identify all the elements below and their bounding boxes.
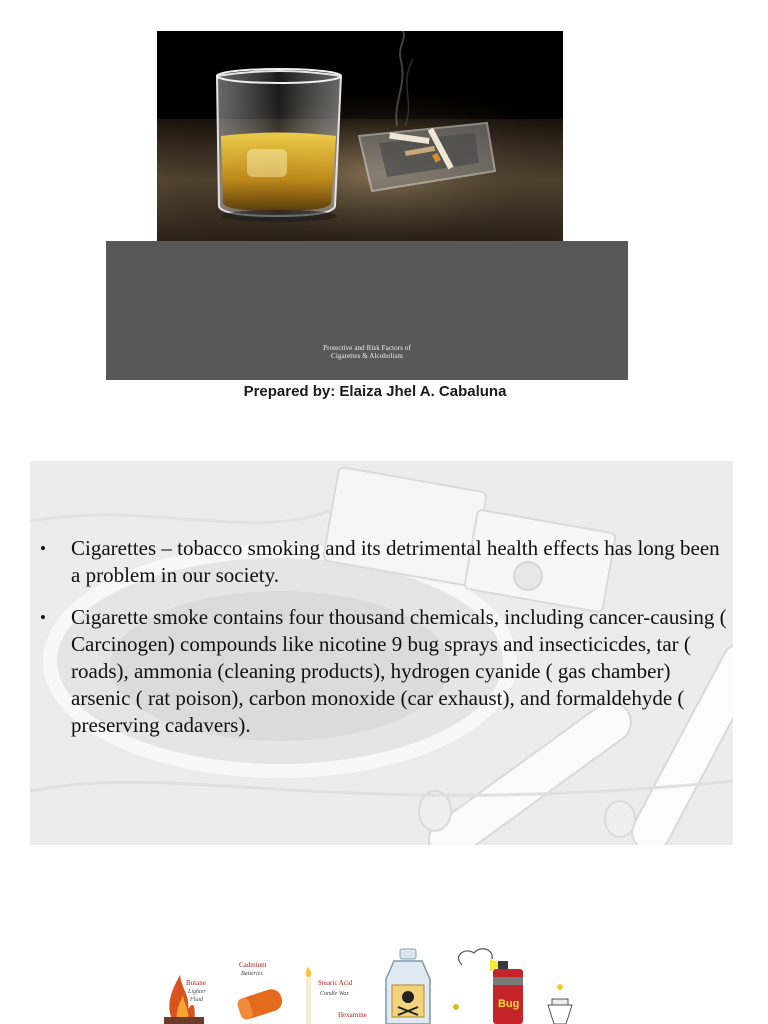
bullet-item [40, 604, 730, 739]
butane-label: Butane [186, 979, 206, 987]
cadmium-sub-label: Batteries [241, 971, 263, 977]
bullet-symbol: • [40, 539, 46, 558]
bug-spray-can-icon [493, 961, 523, 1024]
slide-title-line-1: Protective and Risk Factors of [323, 344, 411, 352]
stearic-acid-label: Stearic Acid [318, 979, 353, 987]
stearic-acid-sub-label: Candle Wax [320, 991, 349, 997]
slide-title [106, 344, 628, 360]
bullet-text: Cigarettes – tobacco smoking and its detrimental health effects has long been a problem in our society. [71, 536, 720, 587]
title-box [106, 241, 628, 380]
lamp-icon [548, 984, 572, 1024]
bullet-slide [30, 461, 733, 845]
bullet-text: Cigarette smoke contains four thousand chemicals, including cancer-causing ( Carcinogen) compounds like nicotine 9 bug sprays and insecticicdes, tar ( roads), ammonia (cleaning products), hydrogen cyanide ( gas chamber) arsenic ( rat poison), carbon monoxide (car exhaust), and formaldehyde ( preserving cadavers). [71, 605, 727, 737]
poison-bottle-icon [386, 949, 430, 1024]
prepared-by-text: Prepared by: Elaiza Jhel A. Cabaluna [243, 383, 507, 400]
slide-title-line-2: Cigarettes & Alcoholism [331, 352, 403, 360]
butane-sub-label-2: Fluid [190, 997, 203, 1003]
battery-icon [236, 987, 285, 1022]
chemicals-infographic [150, 945, 590, 1024]
title-photo [157, 31, 563, 241]
bullet-item [40, 535, 730, 589]
cadmium-label: Cadmium [239, 961, 267, 969]
bullet-symbol: • [40, 608, 46, 627]
hexamine-label: Hexamine [338, 1011, 367, 1019]
bug-label: Bug [498, 998, 520, 1010]
candle-icon [306, 967, 311, 1024]
whiskey-glass-and-ashtray-photo [157, 31, 563, 241]
bullet-list [40, 535, 730, 754]
butane-sub-label-1: Lighter [188, 989, 206, 995]
